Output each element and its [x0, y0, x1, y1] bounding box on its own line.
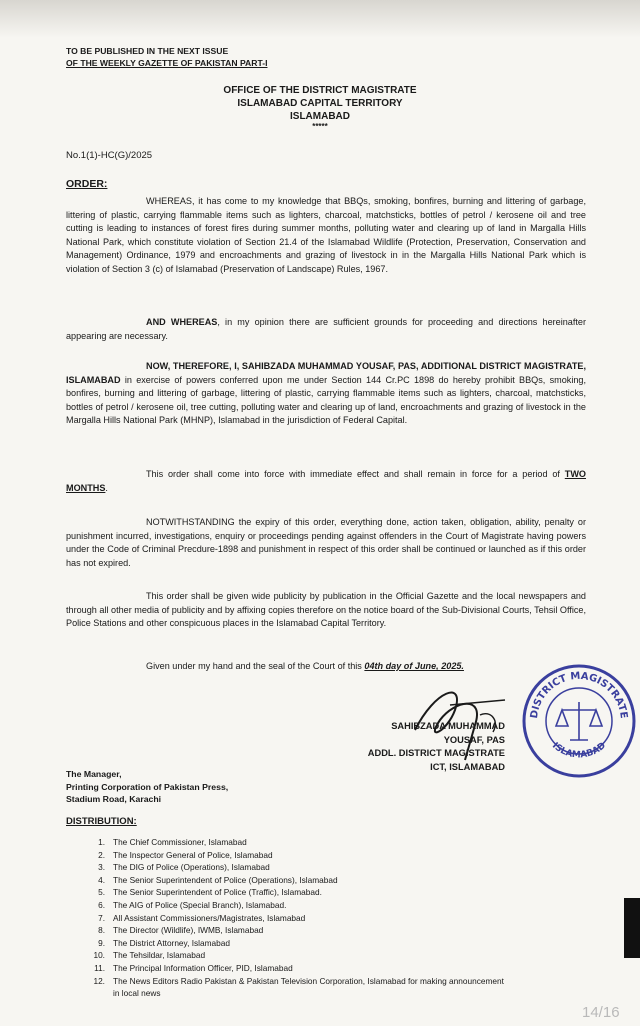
- list-item: 5. The Senior Superintendent of Police (Traffic), Islamabad.: [98, 887, 322, 898]
- publish-line-2: OF THE WEEKLY GAZETTE OF PAKISTAN PART-I: [66, 58, 268, 68]
- seal-text-top: DISTRICT MAGISTRATE: [528, 670, 630, 720]
- page-indicator: 14/16: [582, 1004, 620, 1021]
- paragraph-now-therefore: [66, 360, 586, 428]
- svg-text:ISLAMABAD: [550, 741, 608, 761]
- office-line-3: ISLAMABAD: [290, 111, 350, 122]
- distribution-heading: DISTRIBUTION:: [66, 816, 137, 827]
- list-item: 9. The District Attorney, Islamabad: [98, 937, 230, 948]
- addressee-block: [66, 768, 228, 806]
- now-therefore-text: in exercise of powers conferred upon me under Section 144 Cr.PC 1898 do hereby prohibit BBQs, smoking, bonfires, burning and littering of garbage, littering of plastic, carrying flammable items such as lighters, charcoal, matchsticks, bottles of petrol / kerosene oil, tree cutting, polluting water and clearing up of land, encroachments and grazing of livestock in the Margalla Hills National Park (MHNP), Islamabad in the jurisdiction of Federal Capital.: [66, 374, 586, 426]
- list-item: 12. The News Editors Radio Pakistan & Pakistan Television Corporation, Islamabad for making announcement: [93, 975, 504, 986]
- given-text: Given under my hand and the seal of the Court of this: [146, 661, 365, 671]
- list-item: 8. The Director (Wildlife), IWMB, Islamabad: [98, 925, 264, 936]
- office-line-2: ISLAMABAD CAPITAL TERRITORY: [237, 98, 403, 109]
- list-item: 11. The Principal Information Officer, PID, Islamabad: [94, 962, 293, 973]
- list-item: 6. The AIG of Police (Special Branch), Islamabad.: [98, 899, 287, 910]
- paragraph-notwithstanding: [66, 516, 586, 570]
- duration-end: .: [105, 482, 108, 493]
- and-whereas-bold: AND WHEREAS: [146, 317, 218, 327]
- list-item: 7. All Assistant Commissioners/Magistrates, Islamabad: [98, 912, 306, 923]
- notwithstanding-text: NOTWITHSTANDING the expiry of this order, everything done, action taken, obligation, ability, penalty or punishment incurred, investigations, enquiry or proceedings pending against offenders in the Court of Magistrate having powers under the Code of Criminal Precdure-1898 and punishment in respect of this order shall be continued or launched as if this order has not expired.: [66, 517, 586, 568]
- order-heading: ORDER:: [66, 178, 108, 190]
- paragraph-and-whereas: [66, 316, 586, 343]
- district-magistrate-seal: [520, 662, 638, 780]
- list-item: 4. The Senior Superintendent of Police (Operations), Islamabad: [98, 874, 338, 885]
- office-header: [0, 84, 640, 131]
- seal-text-bottom: ISLAMABAD: [549, 740, 608, 761]
- scan-shadow: [0, 0, 640, 38]
- list-item: 10. The Tehsildar, Islamabad: [93, 950, 206, 961]
- duration-bold: TWO MONTHS: [66, 469, 586, 493]
- and-whereas-text: , in my opinion there are sufficient grounds for proceeding and directions hereinafter appearing are necessary.: [66, 317, 586, 341]
- list-item: 2. The Inspector General of Police, Islamabad: [98, 849, 273, 860]
- list-item: 1. The Chief Commissioner, Islamabad: [98, 837, 247, 847]
- addressee-line-2: Printing Corporation of Pakistan Press,: [66, 781, 229, 792]
- list-item: in local news: [113, 988, 161, 999]
- publish-line-1: TO BE PUBLISHED IN THE NEXT ISSUE: [66, 46, 229, 56]
- paragraph-publicity: [66, 590, 586, 631]
- signatory-name: SAHIBZADA MUHAMMAD YOUSAF, PAS: [391, 721, 505, 745]
- now-therefore-bold: NOW, THEREFORE, I, SAHIBZADA MUHAMMAD YOUSAF, PAS, ADDITIONAL DISTRICT MAGISTRATE, ISLAMABAD: [66, 361, 586, 385]
- scales-of-justice-icon: [556, 702, 602, 740]
- given-date: 04th day of June, 2025.: [364, 661, 464, 671]
- duration-text: This order shall come into force with immediate effect and shall remain in force for a period of: [146, 469, 565, 479]
- paragraph-whereas: [66, 195, 586, 277]
- office-line-1: OFFICE OF THE DISTRICT MAGISTRATE: [223, 85, 417, 96]
- addressee-line-1: The Manager,: [66, 769, 122, 779]
- publicity-text: This order shall be given wide publicity by publication in the Official Gazette and the local newspapers and through all other media of publicity and by affixing copies therefore on the notice board of the Sub-Divisional Courts, Tehsil Office, Police Stations and other conspicuous places in the Islamabad Capital Territory.: [66, 591, 586, 629]
- signatory-place: ICT, ISLAMABAD: [430, 761, 505, 772]
- publication-note: [66, 45, 267, 69]
- signatory-title: ADDL. DISTRICT MAGISTRATE: [367, 748, 505, 758]
- header-stars: *****: [312, 122, 328, 131]
- list-item: 3. The DIG of Police (Operations), Islamabad: [98, 862, 270, 873]
- paragraph-whereas-text: WHEREAS, it has come to my knowledge that BBQs, smoking, bonfires, burning and littering of garbage, littering of plastic, carrying flammable items such as lighters, charcoal, matchsticks, bottles of petrol / kerosene oil and tree cutting is leading to instances of forest fires during summer months, polluting water and clearing up of land in Margalla Hills National Park, which constitute violation of Section 21.4 of the Islamabad Wildlife (Protection, Preservation, Conservation and Management) Ordinance, 1979 and encroachments and grazing of livestock in in the Margalla Hills National Park which is violation of Section 3 (c) of Islamabad (Preservation of Landscape) Rules, 1967.: [66, 196, 586, 274]
- distribution-list: [86, 836, 504, 1000]
- signature-block: [357, 720, 505, 774]
- scan-edge: [624, 898, 640, 958]
- paragraph-duration: [66, 468, 586, 495]
- order-number: No.1(1)-HC(G)/2025: [66, 150, 153, 161]
- addressee-line-3: Stadium Road, Karachi: [66, 794, 162, 804]
